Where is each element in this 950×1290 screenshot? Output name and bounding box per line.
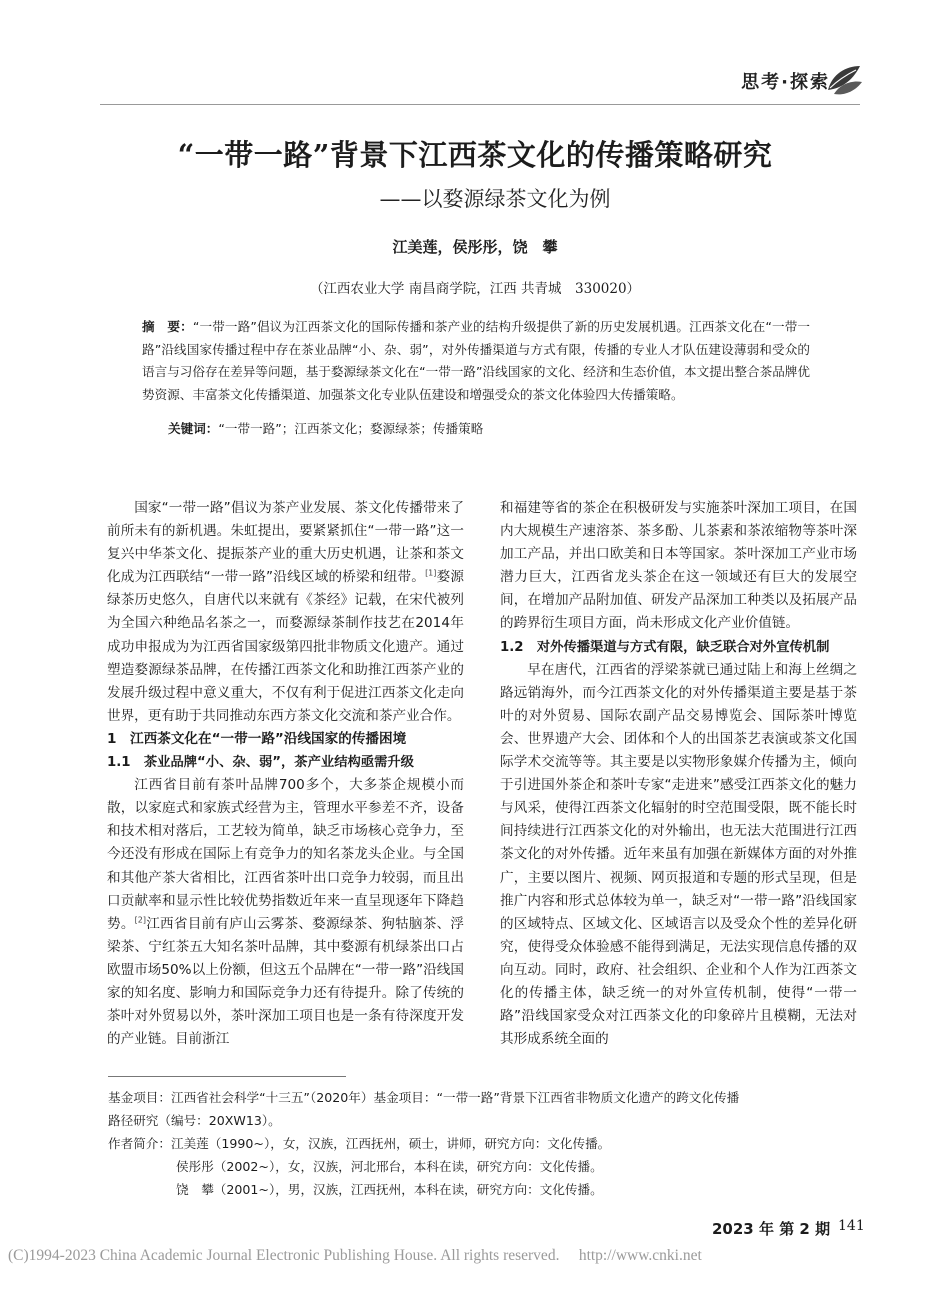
affiliation: （江西农业大学 南昌商学院，江西 共青城 330020）	[309, 281, 641, 297]
author-bio: 侯彤彤（2002~），女，汉族，河北邢台，本科在读，研究方向：文化传播。	[176, 1159, 603, 1174]
leaf-logo-icon	[824, 60, 864, 100]
footnote-rule	[108, 1076, 346, 1077]
abstract	[142, 316, 810, 406]
footnotes	[108, 1086, 864, 1201]
subsection-heading: 1.2 对外传播渠道与方式有限，缺乏联合对外宣传机制	[500, 639, 830, 655]
paragraph: 和福建等省的茶企在积极研发与实施茶叶深加工项目，在国内大规模生产速溶茶、茶多酚、儿茶素和茶浓缩物等茶叶深加工产品，并出口欧美和日本等国家。茶叶深加工产业市场潜力巨大，江西省龙头茶企在这一领域还有巨大的发展空间，在增加产品附加值、研发产品深加工种类以及拓展产品的跨界衍生项目方面，尚未形成文化产业价值链。	[500, 500, 857, 632]
citation-ref[interactable]: [2]	[134, 915, 146, 925]
page-number: 141	[838, 1218, 865, 1234]
citation-ref[interactable]: [1]	[425, 568, 437, 578]
keywords-label: 关键词：	[168, 421, 219, 436]
subsection-heading: 1.1 茶业品牌“小、杂、弱”，茶产业结构亟需升级	[107, 755, 414, 771]
paragraph: 国家“一带一路”倡议为茶产业发展、茶文化传播带来了前所未有的新机遇。朱虹提出，要紧紧抓住“一带一路”这一复兴中华茶文化、提振茶产业的重大历史机遇，让茶和茶文化成为江西联结“一带一路”沿线区域的桥梁和纽带。[1]婺源绿茶历史悠久，自唐代以来就有《茶经》记载，在宋代被列为全国六种绝品名茶之一，而婺源绿茶制作技艺在2014年成功申报成为为江西省国家级第四批非物质文化遗产。通过塑造婺源绿茶品牌，在传播江西茶文化和助推江西茶产业的发展升级过程中意义重大，不仅有利于促进江西茶文化走向世界，更有助于共同推动东西方茶文化交流和茶产业合作。	[107, 500, 465, 724]
section-heading: 1 江西茶文化在“一带一路”沿线国家的传播困境	[107, 730, 407, 747]
paper-title: “一带一路”背景下江西茶文化的传播策略研究	[177, 138, 773, 172]
body-column-left	[107, 497, 464, 1051]
paragraph: 早在唐代，江西省的浮梁茶就已通过陆上和海上丝绸之路远销海外，而今江西茶文化的对外传播渠道主要是基于茶叶的对外贸易、国际农副产品交易博览会、国际茶叶博览会、世界遗产大会、团体和个人的出国茶艺表演或茶文化国际学术交流等等。其主要是以实物形象媒介传播为主，倾向于引进国外茶企和茶叶专家“走进来”感受江西茶文化的魅力与风采，使得江西茶文化辐射的时空范围受限，既不能长时间持续进行江西茶文化的对外输出，也无法大范围进行江西茶文化的对外传播。近年来虽有加强在新媒体方面的对外推广，主要以图片、视频、网页报道和专题的形式呈现，但是推广内容和形式总体较为单一，缺乏对“一带一路”沿线国家的区域特点、区域文化、区域语言以及受众个性的差异化研究，使得受众体验感不能得到满足，无法实现信息传播的双向互动。同时，政府、社会组织、企业和个人作为江西茶文化的传播主体，缺乏统一的对外宣传机制，使得“一带一路”沿线国家受众对江西茶文化的印象碎片且模糊，无法对其形成系统全面的	[500, 661, 857, 1048]
keywords-text: “一带一路”；江西茶文化；婺源绿茶；传播策略	[218, 421, 484, 436]
abstract-label: 摘 要：	[142, 319, 193, 334]
keywords	[168, 418, 808, 437]
header-rule	[100, 104, 860, 105]
copyright-watermark: (C)1994-2023 China Academic Journal Electronic Publishing House. All rights reserved. http://www.cnki.net	[8, 1247, 702, 1264]
author-bio: 作者简介：江美莲（1990~），女，汉族，江西抚州，硕士，讲师，研究方向：文化传播。	[108, 1136, 611, 1151]
fund-note: 基金项目：江西省社会科学“十三五”（2020年）基金项目：“一带一路”背景下江西省非物质文化遗产的跨文化传播	[108, 1090, 740, 1105]
section-tag: 思考·探索	[741, 72, 830, 93]
paper-subtitle: ——以婺源绿茶文化为例	[379, 187, 611, 211]
body-column-right	[500, 497, 857, 1051]
abstract-text: “一带一路”倡议为江西茶文化的国际传播和茶产业的结构升级提供了新的历史发展机遇。江西茶文化在“一带一路”沿线国家传播过程中存在茶业品牌“小、杂、弱”，对外传播渠道与方式有限，传播的专业人才队伍建设薄弱和受众的语言与习俗存在差异等问题，基于婺源绿茶文化在“一带一路”沿线国家的文化、经济和生态价值，本文提出整合茶品牌优势资源、丰富茶文化传播渠道、加强茶文化专业队伍建设和增强受众的茶文化体验四大传播策略。	[142, 319, 811, 402]
fund-note-cont: 路径研究（编号：20XW13）。	[108, 1113, 281, 1128]
author-list: 江美莲，侯彤彤，饶 攀	[392, 238, 558, 256]
author-bio: 饶 攀（2001~），男，汉族，江西抚州，本科在读，研究方向：文化传播。	[176, 1182, 603, 1197]
paragraph: 江西省目前有茶叶品牌700多个，大多茶企规模小而散，以家庭式和家族式经营为主，管理水平参差不齐，设备和技术相对落后，工艺较为简单，缺乏市场核心竞争力，至今还没有形成在国际上有竞争力的知名茶龙头企业。与全国和其他产茶大省相比，江西省茶叶出口竞争力较弱，而且出口贡献率和显示性比较优势指数近年来一直呈现逐年下降趋势。[2]江西省目前有庐山云雾茶、婺源绿茶、狗牯脑茶、浮梁茶、宁红茶五大知名茶叶品牌，其中婺源有机绿茶出口占欧盟市场50%以上份额，但这五个品牌在“一带一路”沿线国家的知名度、影响力和国际竞争力还有待提升。除了传统的茶叶对外贸易以外，茶叶深加工项目也是一条有待深度开发的产业链。目前浙江	[107, 777, 465, 1048]
journal-issue: 2023 年 第 2 期	[712, 1220, 831, 1238]
